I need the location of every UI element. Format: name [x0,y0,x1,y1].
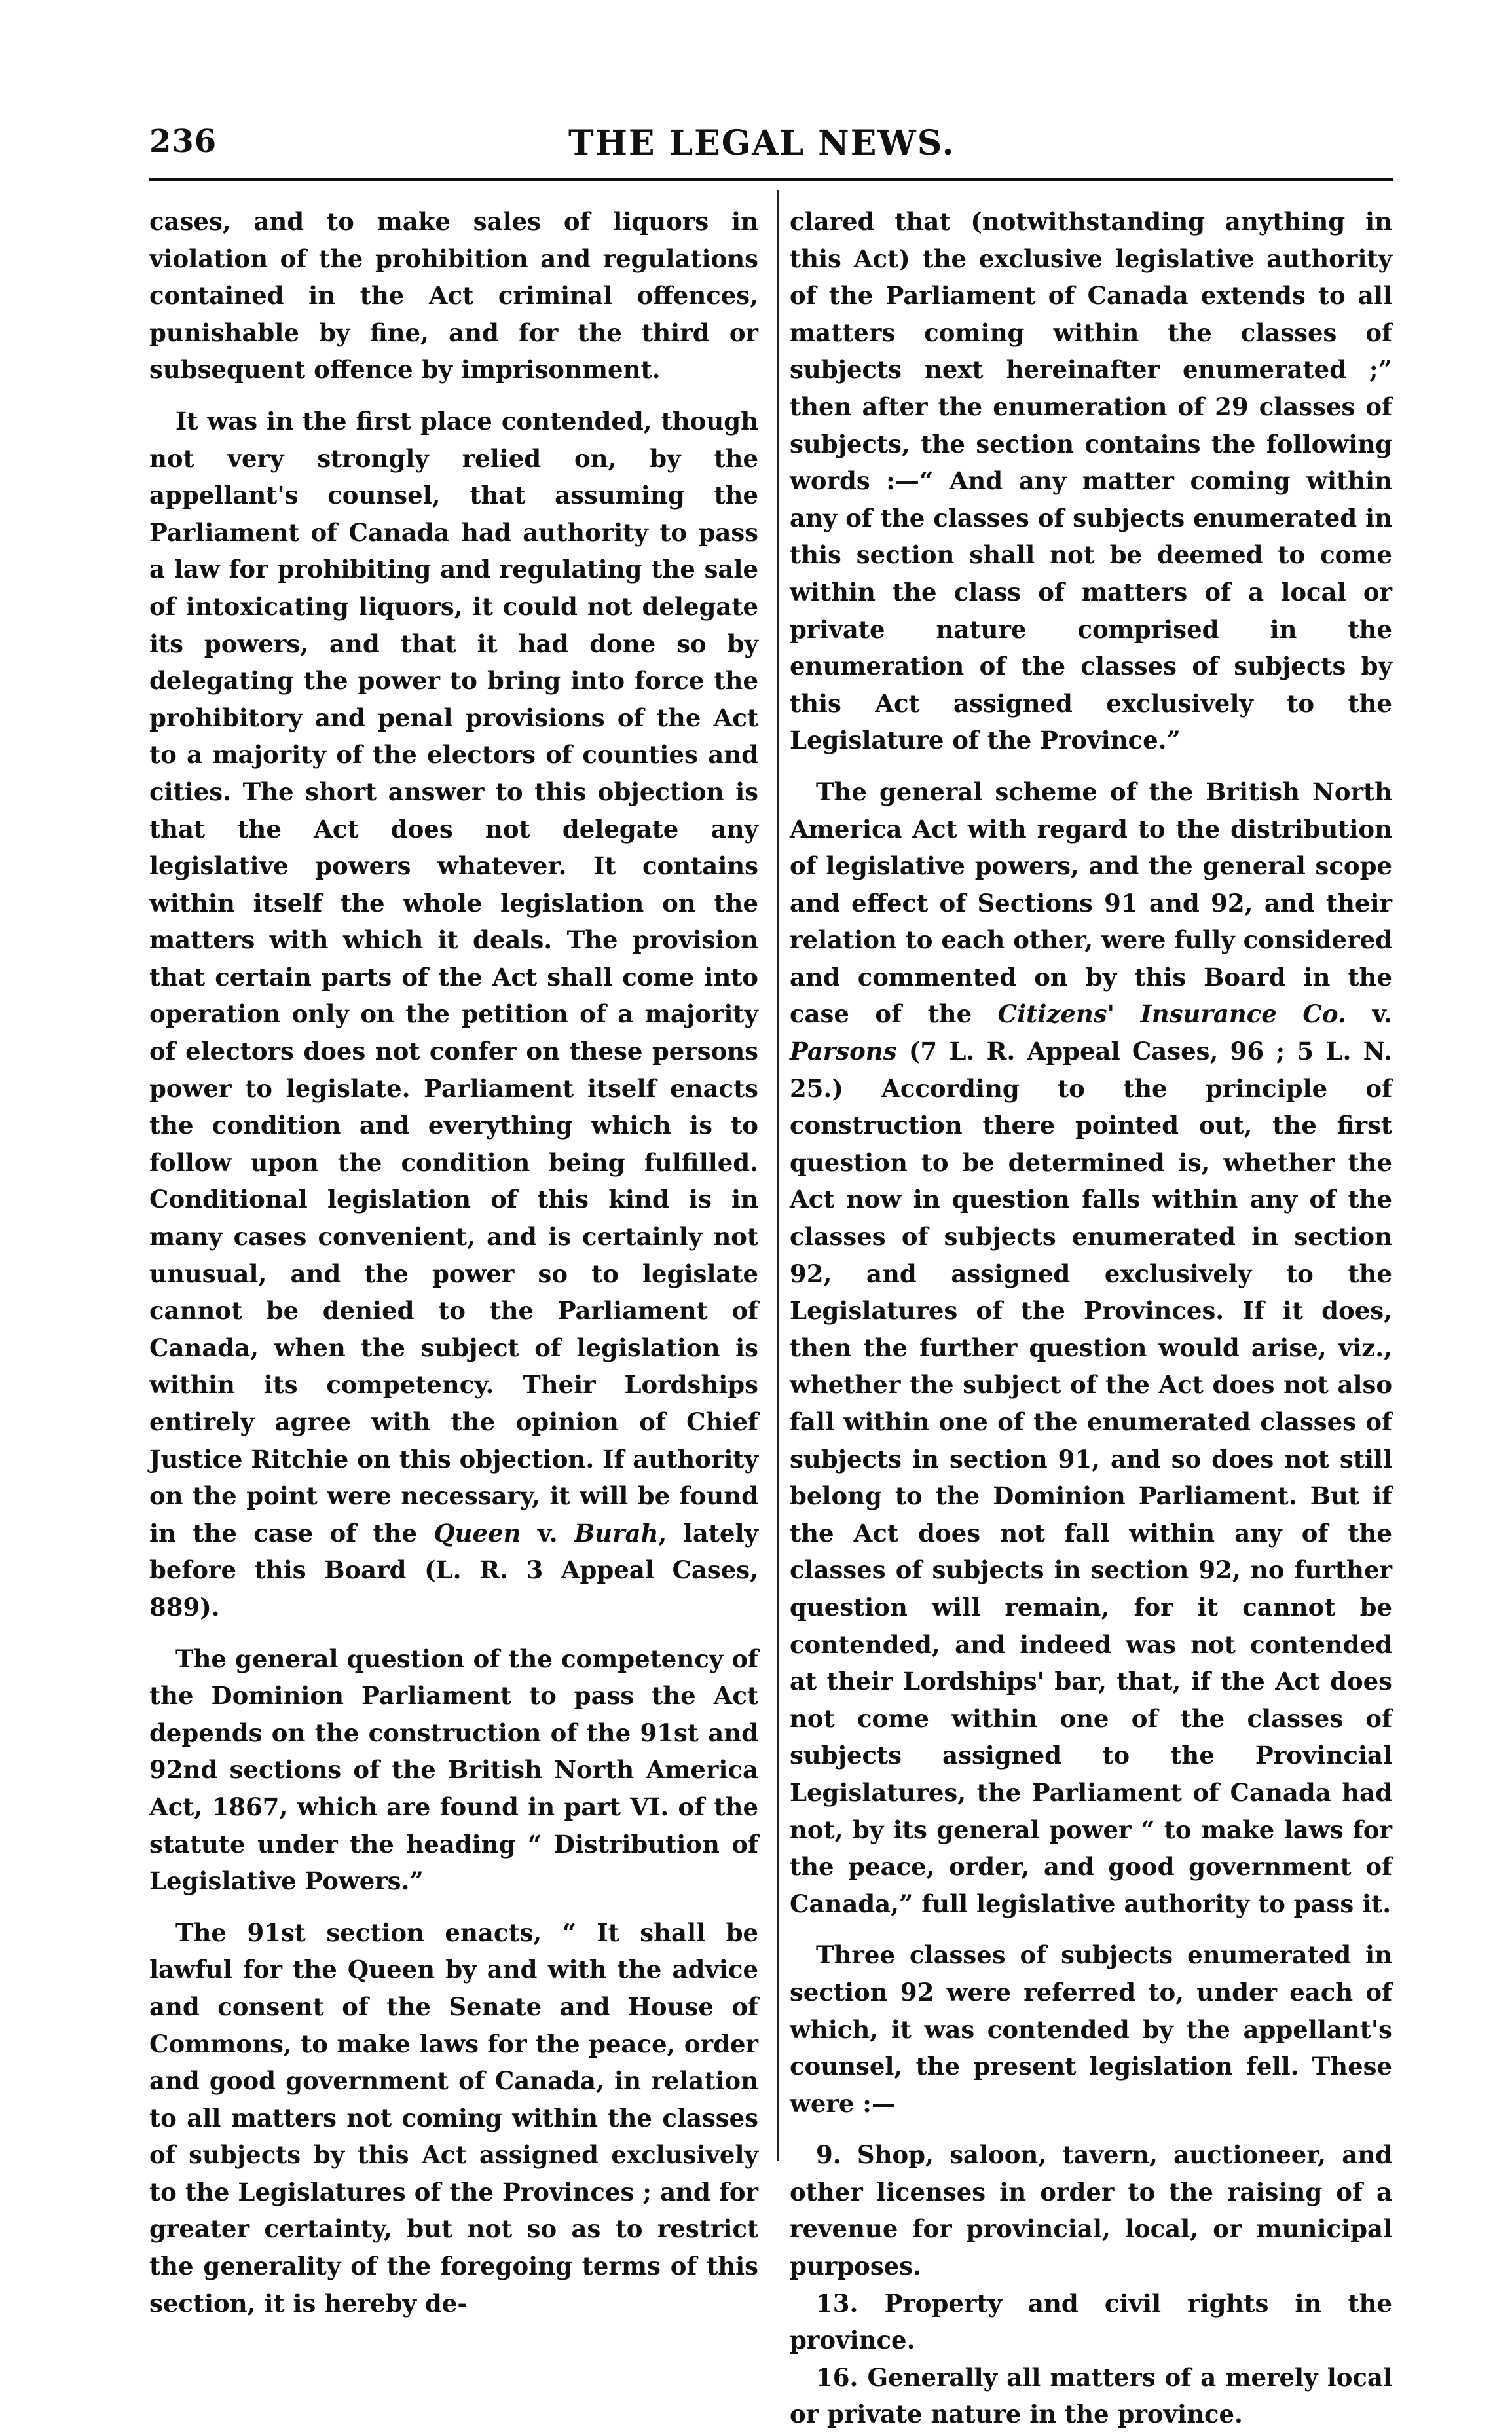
paragraph-text: The general scheme of the British North America Act with regard to the distribution of legislative powers, and the general scope and effect of Sections 91 and 92, and their relation to each other, were fully considered and commented on by this Board in the case of the [790,777,1392,1029]
column-divider [777,190,779,2161]
page-header [149,117,1393,176]
paragraph-text: It was in the first place contended, though not very strongly relied on, by the appellant's counsel, that assuming the Parliament of Canada had authority to pass a law for prohibiting and regulating the sale of intoxicating liquors, it could not delegate its powers, and that it had done so by delegating the power to bring into force the prohibitory and penal provisions of the Act to a majority of the electors of counties and cities. The short answer to this objection is that the Act does not delegate any legislative powers whatever. It contains within itself the whole legislation on the matters with which it deals. The provision that certain parts of the Act shall come into operation only on the petition of a majority of electors does not confer on these persons power to legislate. Parliament itself enacts the condition and everything which is to follow upon the condition being fulfilled. Conditional legislation of this kind is in many cases convenient, and is certainly not unusual, and the power so to legislate cannot be denied to the Parliament of Canada, when the subject of legislation is within its competency. Their Lordships entirely agree with the opinion of Chief Justice Ritchie on this objection. If authority on the point were necessary, it will be found in the case of the [149,406,758,1548]
paragraph-text: (7 L. R. Appeal Cases, 96 ; 5 L. N. 25.) According to the principle of construction there pointed out, the first question to be determined is, whether the Act now in question falls within any of the classes of subjects enumerated in section 92, and assigned exclusively to the Legislatures of the Provinces. If it does, then the further question would arise, viz., whether the subject of the Act does not also fall within one of the enumerated classes of subjects in section 91, and so does not still belong to the Dominion Parliament. But if the Act does not fall within any of the classes of subjects in section 92, no further question will remain, for it cannot be contended, and indeed was not contended at their Lordships' bar, that, if the Act does not come within one of the classes of subjects assigned to the Provincial Legislatures, the Parliament of Canada had not, by its general power “ to make laws for the peace, order, and good government of Canada,” full legislative authority to pass it. [790,1037,1392,1918]
paragraph [149,403,758,1626]
paragraph: The 91st section enacts, “ It shall be lawful for the Queen by and with the advice and consent of the Senate and House of Commons, to make laws for the peace, order and good government of Canada, in relation to all matters not coming within the classes of subjects by this Act assigned exclusively to the Legislatures of the Provinces ; and for greater certainty, but not so as to restrict the generality of the foregoing terms of this section, it is hereby de- [149,1918,758,2318]
paragraph: The general question of the competency of the Dominion Parliament to pass the Act depends on the construction of the 91st and 92nd sections of the British North America Act, 1867, which are found in part VI. of the statute under the heading “ Distribution of Legislative Powers.” [149,1644,758,1896]
page-number: 236 [149,123,217,160]
case-name: Citizens' Insurance Co. [997,999,1346,1029]
case-name: Parsons [790,1037,897,1066]
case-versus: v. [1346,999,1392,1029]
paragraph: clared that (notwithstanding anything in this Act) the exclusive legislative authority of the Parliament of Canada extends to all matters coming within the classes of subjects next hereinafter enumerated ;” then after the enumeration of 29 classes of subjects, the section contains the following words :—“ And any matter coming within any of the classes of subjects enumerated in this section shall not be deemed to come within the class of matters of a local or private nature comprised in the enumeration of the classes of subjects by this Act assigned exclusively to the Legislature of the Province.” [790,207,1392,755]
paragraph: Three classes of subjects enumerated in section 92 were referred to, under each of which, it was contended by the appellant's counsel, the present legislation fell. These were :— [790,1941,1392,2118]
header-rule [149,178,1393,181]
right-column [790,203,1392,2433]
case-versus: v. [521,1518,574,1548]
paragraph: cases, and to make sales of liquors in violation of the prohibition and regulations contained in the Act criminal offences, punishable by fine, and for the third or subsequent offence by imprisonment. [149,207,758,384]
left-column [149,203,758,2322]
list-item: 9. Shop, saloon, tavern, auctioneer, and other licenses in order to the raising of a revenue for provincial, local, or municipal purposes. [790,2140,1392,2281]
case-name: Burah [574,1518,659,1548]
paragraph [790,773,1392,1922]
case-name: Queen [433,1518,521,1548]
list-item: 13. Property and civil rights in the province. [790,2288,1392,2355]
list-item: 16. Generally all matters of a merely local or private nature in the province. [790,2362,1392,2429]
journal-title: THE LEGAL NEWS. [568,123,955,163]
paragraph-text: , lately before this Board (L. R. 3 Appeal Cases, 889). [149,1518,759,1622]
